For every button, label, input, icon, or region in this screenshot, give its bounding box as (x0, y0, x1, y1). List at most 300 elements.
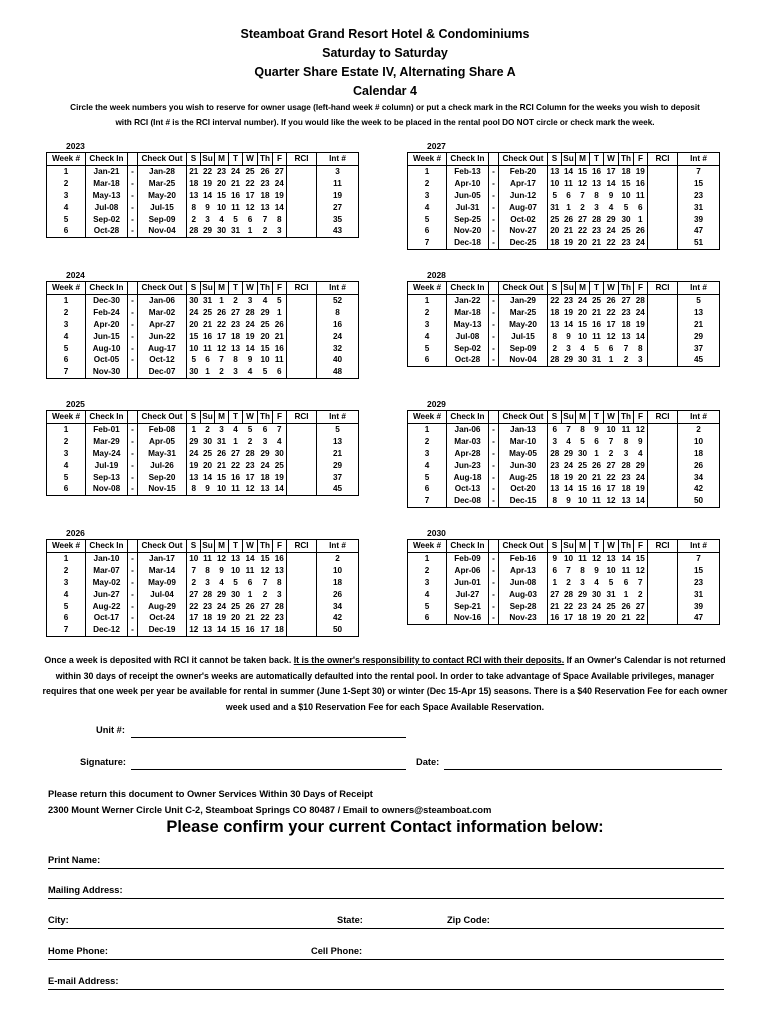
instructions-line-1: Circle the week numbers you wish to reserve for owner usage (left-hand week # column) or put a check mark in the RCI Column for the weeks you wish to deposit (70, 103, 700, 112)
week-cell[interactable]: 5 (408, 601, 447, 613)
mailing-address-label: Mailing Address: (48, 885, 123, 895)
table-row (47, 202, 359, 214)
tue-cell: 11 (231, 202, 240, 212)
column-header-thu: Th (619, 153, 634, 166)
column-header-dash (128, 411, 138, 424)
column-header-sat: S (187, 411, 201, 424)
mon-cell: 5 (580, 436, 585, 446)
check-out-cell: Jan-13 (499, 423, 548, 435)
check-in-cell: Jan-22 (447, 294, 489, 306)
tue-cell: 3 (229, 366, 243, 378)
dash-cell: - (131, 355, 134, 365)
rci-cell[interactable] (648, 319, 678, 331)
check-out-cell: Dec-19 (138, 624, 187, 636)
rci-cell[interactable] (287, 436, 317, 448)
rci-cell[interactable] (648, 343, 678, 355)
rci-cell[interactable] (287, 202, 317, 214)
rci-cell[interactable] (287, 460, 317, 472)
table-row (408, 495, 720, 507)
wed-cell: 26 (245, 601, 255, 611)
week-cell[interactable]: 5 (47, 472, 86, 484)
mon-cell: 9 (219, 565, 224, 575)
tue-cell: 4 (594, 577, 599, 587)
table-row (47, 214, 359, 226)
week-cell[interactable]: 3 (47, 448, 86, 460)
rci-cell[interactable] (287, 601, 317, 613)
week-cell[interactable]: 6 (47, 354, 86, 366)
week-cell[interactable]: 3 (408, 448, 447, 460)
week-cell[interactable]: 5 (47, 601, 86, 613)
week-cell[interactable]: 3 (408, 319, 447, 331)
rci-cell[interactable] (287, 343, 317, 355)
sat-cell: 13 (189, 190, 199, 200)
dash-cell: - (492, 565, 495, 575)
fri-cell: 14 (274, 202, 284, 212)
rci-cell[interactable] (648, 565, 678, 577)
rci-cell[interactable] (648, 495, 678, 507)
column-header-tue: T (590, 153, 604, 166)
email-field[interactable] (48, 989, 724, 990)
calendar-number: Calendar 4 (353, 84, 417, 98)
week-cell[interactable]: 1 (408, 423, 447, 435)
interval-cell: 21 (317, 448, 359, 460)
rci-cell[interactable] (287, 565, 317, 577)
city-state-zip-field[interactable] (48, 928, 724, 929)
check-out-cell: Oct-20 (499, 483, 548, 495)
column-header-week: Week # (408, 540, 447, 553)
week-cell[interactable]: 2 (408, 178, 447, 190)
column-header-rci: RCI (648, 540, 678, 553)
sun-cell: 29 (201, 225, 215, 237)
week-cell[interactable]: 2 (47, 307, 86, 319)
week-cell[interactable]: 5 (408, 472, 447, 484)
rci-cell[interactable] (648, 601, 678, 613)
column-header-wed: W (243, 282, 258, 295)
tue-cell: 4 (233, 424, 238, 434)
dash-cell: - (131, 565, 134, 575)
tue-cell: 5 (594, 343, 599, 353)
week-cell[interactable]: 3 (408, 577, 447, 589)
sat-cell: 18 (548, 237, 562, 249)
table-row (408, 307, 720, 319)
week-cell[interactable]: 1 (47, 423, 86, 435)
sat-cell: 13 (550, 319, 560, 329)
rci-cell[interactable] (648, 354, 678, 366)
check-in-cell: Nov-20 (447, 225, 489, 237)
dash-cell: - (492, 589, 495, 599)
check-in-cell: Mar-18 (86, 178, 128, 190)
week-cell[interactable]: 4 (47, 460, 86, 472)
rci-cell[interactable] (287, 354, 317, 366)
week-cell[interactable]: 2 (47, 565, 86, 577)
date-field[interactable] (444, 769, 722, 770)
sat-cell: 18 (189, 178, 199, 188)
rci-cell[interactable] (287, 552, 317, 564)
wed-cell: 20 (604, 612, 619, 624)
tue-cell: 11 (229, 483, 243, 495)
mon-cell: 3 (219, 424, 224, 434)
check-out-cell: Nov-23 (499, 612, 548, 624)
interval-cell: 48 (317, 366, 359, 378)
table-row (47, 552, 359, 564)
wed-cell: 22 (606, 472, 616, 482)
week-cell[interactable]: 1 (47, 552, 86, 564)
rci-cell[interactable] (648, 237, 678, 249)
tue-cell: 30 (591, 589, 602, 599)
thu-cell: 12 (260, 565, 270, 575)
check-out-cell: Mar-25 (138, 178, 187, 190)
sun-cell: 9 (205, 202, 210, 212)
week-cell[interactable]: 2 (408, 436, 447, 448)
mon-cell: 25 (577, 460, 588, 470)
column-header-thu: Th (619, 540, 634, 553)
rci-cell[interactable] (287, 294, 317, 306)
mon-cell: 12 (577, 178, 588, 188)
thu-cell: 29 (260, 307, 270, 317)
table-row (408, 202, 720, 214)
week-cell[interactable]: 1 (408, 165, 447, 177)
week-cell[interactable]: 4 (47, 589, 86, 601)
sat-cell: 22 (189, 601, 199, 611)
sun-cell: 29 (562, 354, 576, 366)
column-header-check-in: Check In (447, 540, 489, 553)
rci-cell[interactable] (648, 552, 678, 564)
mon-cell: 12 (216, 553, 227, 563)
week-cell[interactable]: 3 (47, 190, 86, 202)
mon-cell: 20 (577, 307, 588, 317)
sun-cell: 1 (566, 202, 571, 212)
dash-cell: - (131, 190, 134, 200)
interval-cell: 2 (317, 552, 359, 564)
column-header-week: Week # (408, 153, 447, 166)
check-out-cell: May-31 (138, 448, 187, 460)
week-cell[interactable]: 4 (47, 202, 86, 214)
week-cell[interactable]: 6 (47, 225, 86, 237)
calendar-2030 (407, 528, 732, 625)
interval-cell: 50 (678, 495, 720, 507)
column-header-dash (489, 411, 499, 424)
sat-cell: 6 (552, 565, 558, 575)
rci-notice (40, 653, 730, 715)
week-cell[interactable]: 1 (408, 294, 447, 306)
rci-cell[interactable] (648, 448, 678, 460)
sun-cell: 9 (562, 495, 576, 507)
week-cell[interactable]: 3 (408, 190, 447, 202)
rci-cell[interactable] (287, 307, 317, 319)
sat-cell: 7 (191, 565, 197, 575)
sun-cell: 21 (202, 319, 213, 329)
calendar-table (46, 281, 359, 379)
sat-cell: 20 (550, 226, 560, 236)
return-instructions (48, 786, 491, 818)
sat-cell: 24 (189, 448, 199, 458)
mon-cell: 11 (578, 553, 587, 563)
thu-cell: 29 (260, 448, 270, 458)
mon-cell: 31 (216, 436, 227, 446)
column-header-sat: S (187, 153, 201, 166)
sun-cell: 2 (205, 424, 210, 434)
fri-cell: 25 (274, 460, 284, 470)
table-row (408, 331, 720, 343)
thu-cell: 2 (619, 354, 634, 366)
rci-cell[interactable] (287, 331, 317, 343)
fri-cell: 4 (276, 436, 282, 446)
rci-cell[interactable] (287, 165, 317, 177)
date-label: Date: (416, 757, 440, 767)
week-cell[interactable]: 5 (47, 214, 86, 226)
wed-cell: 24 (245, 319, 255, 329)
column-header-tue: T (229, 540, 243, 553)
sun-cell: 14 (563, 319, 574, 329)
check-out-cell: Jul-04 (138, 589, 187, 601)
check-in-cell: Sep-21 (447, 601, 489, 613)
column-header-sat: S (187, 540, 201, 553)
table-row (408, 448, 720, 460)
week-cell[interactable]: 5 (408, 343, 447, 355)
column-header-sun: Su (201, 411, 215, 424)
rci-cell[interactable] (287, 448, 317, 460)
thu-cell: 23 (621, 307, 631, 317)
column-header-interval: Int # (317, 411, 359, 424)
column-header-sat: S (548, 540, 562, 553)
tue-cell: 28 (591, 214, 602, 224)
dash-cell: - (131, 613, 134, 623)
interval-cell: 24 (317, 331, 359, 343)
sat-cell: 12 (187, 624, 201, 636)
week-cell[interactable]: 7 (408, 495, 447, 507)
week-cell[interactable]: 1 (47, 294, 86, 306)
rci-cell[interactable] (287, 589, 317, 601)
week-cell[interactable]: 6 (408, 483, 447, 495)
tue-cell: 1 (233, 436, 238, 446)
rci-cell[interactable] (648, 214, 678, 226)
sat-cell: 13 (550, 484, 560, 494)
tue-cell: 25 (230, 601, 241, 611)
rci-cell[interactable] (648, 178, 678, 190)
check-out-cell: Jun-22 (138, 331, 187, 343)
check-out-cell: Mar-02 (138, 307, 187, 319)
column-header-mon: M (215, 282, 229, 295)
interval-cell: 26 (678, 460, 720, 472)
dash-cell: - (492, 307, 495, 317)
table-row (408, 237, 720, 249)
column-header-wed: W (243, 153, 258, 166)
table-row (47, 624, 359, 636)
week-cell[interactable]: 6 (408, 354, 447, 366)
week-cell[interactable]: 6 (408, 612, 447, 624)
rci-cell[interactable] (648, 331, 678, 343)
table-row (47, 423, 359, 435)
rci-cell[interactable] (648, 423, 678, 435)
rci-cell[interactable] (287, 214, 317, 226)
thu-cell: 10 (260, 355, 270, 365)
sat-cell: 18 (550, 307, 560, 317)
fri-cell: 16 (635, 178, 645, 188)
phone-field[interactable] (48, 959, 724, 960)
rci-cell[interactable] (287, 190, 317, 202)
column-header-sat: S (548, 153, 562, 166)
week-cell[interactable]: 4 (408, 460, 447, 472)
check-in-cell: Jan-06 (447, 423, 489, 435)
check-in-cell: Feb-24 (86, 307, 128, 319)
table-header-row (408, 411, 720, 424)
fri-cell: 8 (276, 577, 282, 587)
week-cell[interactable]: 5 (47, 343, 86, 355)
sat-cell: 28 (550, 448, 560, 458)
wed-cell: 28 (245, 448, 255, 458)
column-header-interval: Int # (678, 282, 720, 295)
rci-cell[interactable] (287, 225, 317, 237)
week-cell[interactable]: 2 (47, 436, 86, 448)
rci-cell[interactable] (648, 307, 678, 319)
rci-cell[interactable] (648, 589, 678, 601)
wed-cell: 6 (608, 343, 614, 353)
wed-cell: 9 (608, 190, 614, 200)
rci-cell[interactable] (287, 577, 317, 589)
rci-cell[interactable] (648, 436, 678, 448)
week-cell[interactable]: 7 (408, 237, 447, 249)
thu-cell: 22 (260, 613, 270, 623)
column-header-fri: F (273, 153, 287, 166)
sun-cell: 2 (566, 577, 571, 587)
rci-cell[interactable] (287, 624, 317, 636)
check-in-cell: Nov-08 (86, 483, 128, 495)
unit-field[interactable] (131, 737, 406, 738)
rci-cell[interactable] (648, 577, 678, 589)
rci-cell[interactable] (287, 319, 317, 331)
tue-cell: 3 (594, 202, 599, 212)
interval-cell: 42 (317, 612, 359, 624)
thu-cell: 7 (262, 214, 268, 224)
column-header-thu: Th (258, 540, 273, 553)
week-cell[interactable]: 7 (47, 624, 86, 636)
week-cell[interactable]: 4 (408, 589, 447, 601)
rci-cell[interactable] (287, 366, 317, 378)
dash-cell: - (492, 448, 495, 458)
calendar-table (407, 539, 720, 625)
print-name-field[interactable] (48, 868, 724, 869)
interval-cell: 45 (678, 354, 720, 366)
table-row (408, 577, 720, 589)
dash-cell: - (128, 483, 138, 495)
rci-cell[interactable] (648, 483, 678, 495)
week-cell[interactable]: 4 (408, 331, 447, 343)
table-row (47, 565, 359, 577)
thu-cell: 11 (621, 424, 631, 434)
rci-cell[interactable] (648, 294, 678, 306)
column-header-rci: RCI (648, 153, 678, 166)
column-header-fri: F (273, 411, 287, 424)
check-in-cell: Dec-30 (86, 294, 128, 306)
calendar-2025 (46, 399, 371, 496)
wed-cell: 4 (608, 202, 614, 212)
column-header-check-in: Check In (86, 282, 128, 295)
week-cell[interactable]: 3 (47, 577, 86, 589)
wed-cell: 22 (604, 237, 619, 249)
week-cell[interactable]: 5 (408, 214, 447, 226)
fri-cell: 6 (273, 366, 287, 378)
rci-cell[interactable] (648, 165, 678, 177)
interval-cell: 37 (317, 472, 359, 484)
table-row (47, 612, 359, 624)
check-out-cell: Nov-04 (138, 225, 187, 237)
week-cell[interactable]: 2 (408, 565, 447, 577)
mon-cell: 30 (576, 354, 590, 366)
week-cell[interactable]: 6 (47, 612, 86, 624)
week-cell[interactable]: 4 (408, 202, 447, 214)
sun-cell: 7 (566, 424, 571, 434)
mailing-address-field[interactable] (48, 898, 724, 899)
week-cell[interactable]: 2 (47, 178, 86, 190)
check-out-cell: Oct-24 (138, 612, 187, 624)
rci-cell[interactable] (648, 460, 678, 472)
mon-cell: 26 (216, 307, 227, 317)
sun-cell: 6 (205, 355, 210, 365)
thu-cell: 18 (621, 484, 631, 494)
week-cell[interactable]: 7 (47, 366, 86, 378)
rci-cell[interactable] (648, 190, 678, 202)
table-row (47, 589, 359, 601)
thu-cell: 5 (623, 202, 629, 212)
rci-cell[interactable] (287, 423, 317, 435)
week-cell[interactable]: 3 (47, 319, 86, 331)
rci-cell[interactable] (648, 225, 678, 237)
week-cell[interactable]: 4 (47, 331, 86, 343)
fri-cell: 14 (635, 331, 645, 341)
table-row (408, 601, 720, 613)
rci-cell[interactable] (648, 202, 678, 214)
fri-cell: 19 (635, 319, 645, 329)
table-header-row (408, 153, 720, 166)
wed-cell: 12 (604, 495, 619, 507)
sat-cell: 13 (550, 166, 560, 176)
interval-cell: 13 (678, 307, 720, 319)
week-cell[interactable]: 6 (408, 225, 447, 237)
rci-cell[interactable] (287, 178, 317, 190)
sun-cell: 24 (563, 460, 574, 470)
sat-cell: 8 (191, 202, 197, 212)
column-header-sat: S (187, 282, 201, 295)
rci-cell[interactable] (648, 612, 678, 624)
week-cell[interactable]: 2 (408, 307, 447, 319)
rci-cell[interactable] (648, 472, 678, 484)
thu-cell: 4 (262, 295, 268, 305)
dash-cell: - (131, 178, 134, 188)
week-cell[interactable]: 1 (408, 552, 447, 564)
column-header-wed: W (604, 153, 619, 166)
thu-cell: 24 (260, 460, 270, 470)
sat-cell: 5 (191, 355, 197, 365)
mon-cell: 10 (215, 483, 229, 495)
check-in-cell: Dec-18 (447, 237, 489, 249)
wed-cell: 19 (245, 331, 255, 341)
fri-cell: 1 (276, 307, 282, 317)
tue-cell: 19 (590, 612, 604, 624)
fri-cell: 8 (276, 214, 282, 224)
table-row (47, 319, 359, 331)
week-cell[interactable]: 6 (47, 483, 86, 495)
interval-cell: 31 (678, 589, 720, 601)
signature-field[interactable] (131, 769, 406, 770)
interval-cell: 47 (678, 612, 720, 624)
rci-cell[interactable] (287, 612, 317, 624)
calendar-year: 2026 (66, 528, 85, 538)
fri-cell: 12 (635, 565, 645, 575)
interval-cell: 39 (678, 214, 720, 226)
week-cell[interactable]: 1 (47, 165, 86, 177)
rci-cell[interactable] (287, 483, 317, 495)
rci-cell[interactable] (287, 472, 317, 484)
